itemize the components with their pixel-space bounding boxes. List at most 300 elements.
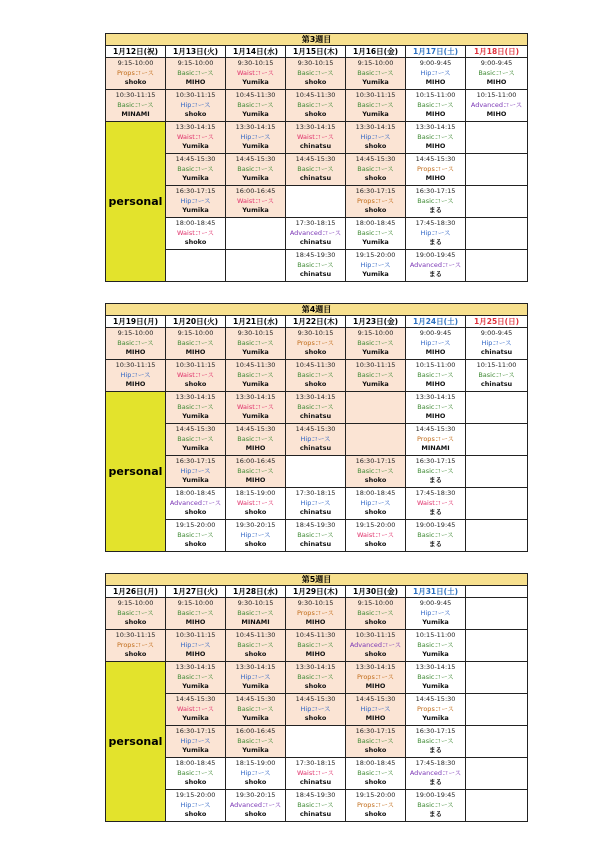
class-time: 10:45-11:30 xyxy=(235,360,276,369)
course-name: Waistコース xyxy=(417,498,454,507)
class-slot xyxy=(406,598,466,630)
course-name: Basicコース xyxy=(357,164,394,173)
day-header-row xyxy=(106,316,528,328)
instructor-name: Yumika xyxy=(242,206,269,215)
class-time: 9:00-9:45 xyxy=(419,328,452,337)
class-time: 19:15-20:00 xyxy=(355,520,396,529)
class-slot xyxy=(466,598,528,630)
instructor-name: chinatsu xyxy=(299,270,332,279)
instructor-name: Yumika xyxy=(242,110,269,119)
class-time: 13:30-14:15 xyxy=(235,662,276,671)
class-time: 14:45-15:30 xyxy=(415,424,456,433)
class-time: 14:45-15:30 xyxy=(415,154,456,163)
course-name: Basicコース xyxy=(357,100,394,109)
class-slot xyxy=(106,90,166,122)
course-name: Basicコース xyxy=(417,736,454,745)
week-title: 第4週目 xyxy=(106,304,528,316)
course-name: Basicコース xyxy=(417,672,454,681)
instructor-name: Yumika xyxy=(182,682,209,691)
course-name: Propsコース xyxy=(417,164,454,173)
course-name: Basicコース xyxy=(417,370,454,379)
day-header: 1月21日(水) xyxy=(226,316,286,328)
instructor-name: Yumika xyxy=(182,412,209,421)
week-table xyxy=(105,573,528,822)
instructor-name: まる xyxy=(429,206,442,215)
class-time: 17:45-18:30 xyxy=(415,218,456,227)
day-header: 1月18日(日) xyxy=(466,46,528,58)
course-name: Basicコース xyxy=(297,672,334,681)
schedule-row xyxy=(106,90,528,122)
course-name: Propsコース xyxy=(357,196,394,205)
instructor-name: shoko xyxy=(124,618,147,627)
course-name: Hipコース xyxy=(300,434,331,443)
instructor-name: shoko xyxy=(364,476,387,485)
instructor-name: まる xyxy=(429,746,442,755)
day-header xyxy=(466,586,528,598)
instructor-name: shoko xyxy=(364,206,387,215)
day-header: 1月28日(水) xyxy=(226,586,286,598)
course-name: Basicコース xyxy=(357,228,394,237)
class-slot xyxy=(226,598,286,630)
class-slot xyxy=(466,218,528,250)
class-slot xyxy=(106,630,166,662)
class-time: 10:15-11:00 xyxy=(476,360,517,369)
class-slot xyxy=(166,424,226,456)
instructor-name: MIHO xyxy=(425,142,446,151)
instructor-name: shoko xyxy=(244,540,267,549)
instructor-name: MIHO xyxy=(245,476,266,485)
class-time: 14:45-15:30 xyxy=(355,694,396,703)
class-slot xyxy=(166,218,226,250)
class-slot xyxy=(466,58,528,90)
class-time: 19:15-20:00 xyxy=(175,790,216,799)
class-slot xyxy=(406,790,466,822)
class-slot xyxy=(166,520,226,552)
course-name: Waistコース xyxy=(177,704,214,713)
class-slot xyxy=(166,58,226,90)
course-name: Basicコース xyxy=(177,608,214,617)
instructor-name: shoko xyxy=(364,778,387,787)
class-time: 16:00-16:45 xyxy=(235,456,276,465)
class-time: 18:00-18:45 xyxy=(355,488,396,497)
instructor-name: MIHO xyxy=(425,78,446,87)
class-slot xyxy=(466,726,528,758)
course-name: Basicコース xyxy=(117,608,154,617)
class-slot xyxy=(286,598,346,630)
class-slot xyxy=(406,630,466,662)
class-time: 9:30-10:15 xyxy=(237,328,274,337)
class-slot xyxy=(226,488,286,520)
class-time: 19:00-19:45 xyxy=(415,520,456,529)
class-time: 9:15-10:00 xyxy=(177,598,214,607)
class-slot xyxy=(406,58,466,90)
class-time: 9:15-10:00 xyxy=(357,58,394,67)
class-time: 19:30-20:15 xyxy=(235,790,276,799)
class-time: 14:45-15:30 xyxy=(355,154,396,163)
instructor-name: MIHO xyxy=(425,412,446,421)
day-header: 1月17日(土) xyxy=(406,46,466,58)
class-slot xyxy=(466,250,528,282)
instructor-name: MIHO xyxy=(425,348,446,357)
class-time: 16:00-16:45 xyxy=(235,726,276,735)
class-slot xyxy=(346,154,406,186)
schedule-row xyxy=(106,662,528,694)
class-slot xyxy=(406,90,466,122)
instructor-name: shoko xyxy=(184,238,207,247)
course-name: Basicコース xyxy=(417,100,454,109)
class-slot xyxy=(466,328,528,360)
class-time: 16:30-17:15 xyxy=(175,186,216,195)
instructor-name: まる xyxy=(429,540,442,549)
instructor-name: MIHO xyxy=(185,348,206,357)
class-slot xyxy=(226,662,286,694)
course-name: Basicコース xyxy=(297,530,334,539)
class-time: 19:30-20:15 xyxy=(235,520,276,529)
instructor-name: MIHO xyxy=(305,650,326,659)
course-name: Waistコース xyxy=(297,768,334,777)
instructor-name: MIHO xyxy=(486,110,507,119)
class-time: 18:00-18:45 xyxy=(175,488,216,497)
class-time: 9:00-9:45 xyxy=(480,58,513,67)
course-name: Basicコース xyxy=(297,100,334,109)
schedule-row xyxy=(106,694,528,726)
class-slot xyxy=(166,122,226,154)
course-name: Basicコース xyxy=(357,68,394,77)
instructor-name: Yumika xyxy=(362,78,389,87)
class-time: 9:30-10:15 xyxy=(297,58,334,67)
class-time: 13:30-14:15 xyxy=(295,122,336,131)
course-name: Hipコース xyxy=(360,704,391,713)
class-time: 16:30-17:15 xyxy=(415,186,456,195)
day-header-row xyxy=(106,586,528,598)
personal-label: personal xyxy=(106,122,166,282)
course-name: Basicコース xyxy=(237,736,274,745)
class-slot xyxy=(346,122,406,154)
class-slot xyxy=(166,90,226,122)
class-slot xyxy=(286,790,346,822)
class-slot xyxy=(226,186,286,218)
class-slot xyxy=(286,630,346,662)
class-time: 9:30-10:15 xyxy=(297,598,334,607)
class-slot xyxy=(406,726,466,758)
week-3-schedule xyxy=(105,33,527,282)
instructor-name: Yumika xyxy=(242,714,269,723)
schedule-row xyxy=(106,726,528,758)
course-name: Basicコース xyxy=(177,338,214,347)
course-name: Basicコース xyxy=(417,132,454,141)
course-name: Basicコース xyxy=(237,608,274,617)
instructor-name: MINAMI xyxy=(421,444,450,453)
class-time: 18:00-18:45 xyxy=(175,218,216,227)
class-slot xyxy=(346,790,406,822)
instructor-name: MIHO xyxy=(185,650,206,659)
instructor-name: chinatsu xyxy=(299,540,332,549)
course-name: Propsコース xyxy=(297,338,334,347)
class-time: 14:45-15:30 xyxy=(175,154,216,163)
class-time: 17:30-18:15 xyxy=(295,488,336,497)
instructor-name: MIHO xyxy=(486,78,507,87)
instructor-name: MIHO xyxy=(425,174,446,183)
course-name: Advancedコース xyxy=(470,100,523,109)
class-slot xyxy=(166,250,226,282)
class-slot xyxy=(166,488,226,520)
class-time: 14:45-15:30 xyxy=(175,424,216,433)
course-name: Basicコース xyxy=(297,800,334,809)
week-table xyxy=(105,303,528,552)
instructor-name: MIHO xyxy=(365,682,386,691)
instructor-name: shoko xyxy=(304,110,327,119)
course-name: Basicコース xyxy=(417,466,454,475)
course-name: Basicコース xyxy=(357,768,394,777)
schedule-row xyxy=(106,758,528,790)
course-name: Basicコース xyxy=(177,530,214,539)
class-slot xyxy=(286,694,346,726)
instructor-name: まる xyxy=(429,238,442,247)
class-slot xyxy=(286,58,346,90)
schedule-row xyxy=(106,392,528,424)
class-slot xyxy=(466,488,528,520)
instructor-name: Yumika xyxy=(362,270,389,279)
class-time: 13:30-14:15 xyxy=(415,662,456,671)
class-time: 10:30-11:15 xyxy=(355,360,396,369)
class-slot xyxy=(226,424,286,456)
class-slot xyxy=(346,662,406,694)
class-time: 10:45-11:30 xyxy=(295,90,336,99)
instructor-name: Yumika xyxy=(182,714,209,723)
class-slot xyxy=(346,186,406,218)
instructor-name: chinatsu xyxy=(299,412,332,421)
class-slot xyxy=(466,456,528,488)
class-time: 9:30-10:15 xyxy=(237,598,274,607)
class-slot xyxy=(166,662,226,694)
schedule-row xyxy=(106,154,528,186)
schedule-row xyxy=(106,328,528,360)
course-name: Basicコース xyxy=(357,736,394,745)
class-slot xyxy=(346,218,406,250)
class-slot xyxy=(406,122,466,154)
class-time: 9:00-9:45 xyxy=(419,598,452,607)
instructor-name: shoko xyxy=(364,174,387,183)
class-time: 9:30-10:15 xyxy=(237,58,274,67)
instructor-name: Yumika xyxy=(242,746,269,755)
instructor-name: shoko xyxy=(364,142,387,151)
instructor-name: Yumika xyxy=(422,650,449,659)
class-slot xyxy=(226,90,286,122)
instructor-name: chinatsu xyxy=(299,508,332,517)
class-slot xyxy=(106,58,166,90)
instructor-name: まる xyxy=(429,810,442,819)
course-name: Basicコース xyxy=(297,68,334,77)
class-slot xyxy=(286,250,346,282)
schedule-row xyxy=(106,186,528,218)
day-header: 1月16日(金) xyxy=(346,46,406,58)
instructor-name: まる xyxy=(429,270,442,279)
day-header-row xyxy=(106,46,528,58)
class-time: 16:30-17:15 xyxy=(355,456,396,465)
course-name: Propsコース xyxy=(357,800,394,809)
class-slot xyxy=(346,758,406,790)
class-slot xyxy=(286,122,346,154)
course-name: Hipコース xyxy=(120,370,151,379)
class-time: 18:00-18:45 xyxy=(355,758,396,767)
day-header: 1月30日(金) xyxy=(346,586,406,598)
course-name: Waistコース xyxy=(297,132,334,141)
class-slot xyxy=(466,90,528,122)
course-name: Hipコース xyxy=(360,498,391,507)
instructor-name: shoko xyxy=(184,778,207,787)
instructor-name: Yumika xyxy=(242,174,269,183)
class-slot xyxy=(346,598,406,630)
day-header: 1月14日(水) xyxy=(226,46,286,58)
class-time: 10:45-11:30 xyxy=(235,630,276,639)
class-slot xyxy=(406,154,466,186)
instructor-name: shoko xyxy=(364,650,387,659)
class-time: 16:30-17:15 xyxy=(175,456,216,465)
instructor-name: Yumika xyxy=(422,618,449,627)
class-slot xyxy=(286,488,346,520)
class-time: 14:45-15:30 xyxy=(235,154,276,163)
week-banner-row xyxy=(106,34,528,46)
week-4-schedule xyxy=(105,303,527,552)
course-name: Hipコース xyxy=(300,704,331,713)
course-name: Basicコース xyxy=(297,402,334,411)
class-slot xyxy=(106,360,166,392)
class-time: 18:00-18:45 xyxy=(355,218,396,227)
week-banner-row xyxy=(106,574,528,586)
class-slot xyxy=(286,360,346,392)
class-time: 14:45-15:30 xyxy=(295,424,336,433)
class-slot xyxy=(166,392,226,424)
instructor-name: chinatsu xyxy=(299,444,332,453)
instructor-name: chinatsu xyxy=(299,142,332,151)
personal-label: personal xyxy=(106,662,166,822)
class-slot xyxy=(166,726,226,758)
class-time: 10:15-11:00 xyxy=(415,360,456,369)
class-slot xyxy=(406,758,466,790)
course-name: Basicコース xyxy=(177,672,214,681)
class-slot xyxy=(286,392,346,424)
class-slot xyxy=(226,726,286,758)
instructor-name: Yumika xyxy=(242,412,269,421)
class-time: 17:30-18:15 xyxy=(295,758,336,767)
class-time: 16:30-17:15 xyxy=(355,726,396,735)
course-name: Basicコース xyxy=(237,338,274,347)
class-slot xyxy=(226,456,286,488)
class-slot xyxy=(226,758,286,790)
class-slot xyxy=(286,154,346,186)
class-time: 13:30-14:15 xyxy=(175,122,216,131)
course-name: Hipコース xyxy=(240,530,271,539)
class-slot xyxy=(286,456,346,488)
course-name: Basicコース xyxy=(237,704,274,713)
course-name: Hipコース xyxy=(420,608,451,617)
class-time: 10:45-11:30 xyxy=(295,630,336,639)
course-name: Basicコース xyxy=(237,164,274,173)
course-name: Waistコース xyxy=(237,68,274,77)
class-slot xyxy=(286,328,346,360)
instructor-name: chinatsu xyxy=(480,348,513,357)
day-header: 1月24日(土) xyxy=(406,316,466,328)
class-slot xyxy=(346,250,406,282)
instructor-name: Yumika xyxy=(182,174,209,183)
instructor-name: chinatsu xyxy=(299,810,332,819)
class-slot xyxy=(106,328,166,360)
course-name: Basicコース xyxy=(177,68,214,77)
course-name: Basicコース xyxy=(417,640,454,649)
course-name: Basicコース xyxy=(357,466,394,475)
class-slot xyxy=(166,694,226,726)
day-header: 1月12日(祝) xyxy=(106,46,166,58)
class-time: 14:45-15:30 xyxy=(295,154,336,163)
class-time: 19:00-19:45 xyxy=(415,250,456,259)
instructor-name: shoko xyxy=(244,778,267,787)
instructor-name: Yumika xyxy=(362,380,389,389)
class-slot xyxy=(346,630,406,662)
class-slot xyxy=(226,790,286,822)
class-slot xyxy=(166,154,226,186)
course-name: Hipコース xyxy=(180,800,211,809)
class-time: 9:30-10:15 xyxy=(297,328,334,337)
class-time: 16:30-17:15 xyxy=(175,726,216,735)
course-name: Advancedコース xyxy=(229,800,282,809)
instructor-name: shoko xyxy=(244,508,267,517)
instructor-name: chinatsu xyxy=(299,174,332,183)
schedule-row xyxy=(106,456,528,488)
class-slot xyxy=(406,328,466,360)
class-slot xyxy=(406,488,466,520)
course-name: Hipコース xyxy=(240,768,271,777)
class-slot xyxy=(346,392,406,424)
course-name: Waistコース xyxy=(177,132,214,141)
instructor-name: shoko xyxy=(364,618,387,627)
class-time: 10:30-11:15 xyxy=(115,90,156,99)
class-slot xyxy=(346,726,406,758)
instructor-name: chinatsu xyxy=(299,238,332,247)
course-name: Propsコース xyxy=(297,608,334,617)
class-time: 13:30-14:15 xyxy=(415,392,456,401)
instructor-name: Yumika xyxy=(182,142,209,151)
course-name: Propsコース xyxy=(417,704,454,713)
instructor-name: MINAMI xyxy=(241,618,270,627)
class-time: 10:30-11:15 xyxy=(175,90,216,99)
instructor-name: shoko xyxy=(184,540,207,549)
schedule-row xyxy=(106,488,528,520)
class-slot xyxy=(406,424,466,456)
class-slot xyxy=(166,360,226,392)
instructor-name: Yumika xyxy=(182,746,209,755)
class-slot xyxy=(226,250,286,282)
instructor-name: shoko xyxy=(244,650,267,659)
class-time: 10:30-11:15 xyxy=(175,360,216,369)
class-time: 19:15-20:00 xyxy=(175,520,216,529)
course-name: Basicコース xyxy=(297,640,334,649)
class-slot xyxy=(226,392,286,424)
class-time: 9:15-10:00 xyxy=(117,328,154,337)
instructor-name: Yumika xyxy=(182,444,209,453)
day-header: 1月31日(土) xyxy=(406,586,466,598)
class-slot xyxy=(166,598,226,630)
instructor-name: MIHO xyxy=(245,444,266,453)
class-time: 13:30-14:15 xyxy=(355,122,396,131)
class-slot xyxy=(286,90,346,122)
course-name: Basicコース xyxy=(177,164,214,173)
class-slot xyxy=(166,186,226,218)
day-header: 1月29日(木) xyxy=(286,586,346,598)
course-name: Basicコース xyxy=(357,338,394,347)
class-time: 10:30-11:15 xyxy=(175,630,216,639)
course-name: Hipコース xyxy=(300,498,331,507)
course-name: Waistコース xyxy=(237,402,274,411)
